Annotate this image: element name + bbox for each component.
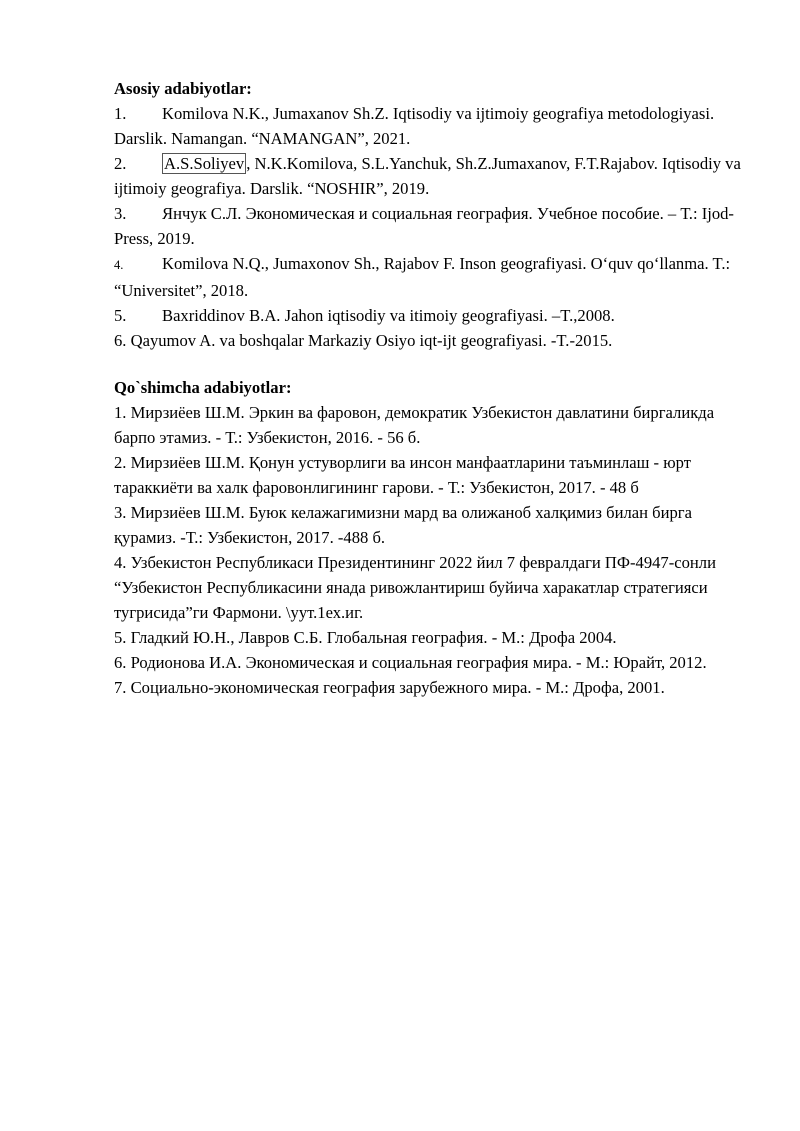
- main-reference-1: [114, 101, 754, 151]
- main-reference-3: [114, 201, 754, 251]
- additional-reference-7: 7. Социально-экономическая география зарубежного мира. - М.: Дрофа, 2001.: [114, 678, 665, 697]
- reference-number: 4.: [114, 258, 124, 272]
- reference-text: , N.K.Komilova, S.L.Yanchuk, Sh.Z.Jumaxanov, F.T.Rajabov. Iqtisodiy va ijtimoiy geografiya. Darslik. “NOSHIR”, 2019.: [114, 154, 741, 198]
- reference-number: 1.: [114, 104, 127, 123]
- reference-text: Komilova N.Q., Jumaxonov Sh., Rajabov F. Inson geografiyasi. O‘quv qo‘llanma. T.: “Universitet”, 2018.: [114, 254, 731, 300]
- main-reference-4: [114, 251, 754, 303]
- main-reference-2: [114, 151, 754, 201]
- additional-reference-6: 6. Родионова И.А. Экономическая и социальная география мира. - М.: Юрайт, 2012.: [114, 653, 707, 672]
- main-literature-heading: Asosiy adabiyotlar:: [114, 79, 252, 98]
- reference-text: Янчук С.Л. Экономическая и социальная география. Учебное пособие. – Т.: Ijod-Press, 2019.: [114, 204, 734, 248]
- additional-reference-2: 2. Мирзиёев Ш.М. Қонун устуворлиги ва инсон манфаатларини таъминлаш - юрт тараккиёти ва халк фаровонлигининг гарови. - Т.: Узбекистон, 2017. - 48 б: [114, 453, 691, 497]
- main-reference-5: [114, 303, 754, 328]
- reference-number: 5.: [114, 306, 127, 325]
- main-reference-6: 6. Qayumov A. va boshqalar Markaziy Osiyo iqt-ijt geografiyasi. -T.-2015.: [114, 331, 613, 350]
- reference-number: 2.: [114, 154, 127, 173]
- additional-literature-heading: Qo`shimcha adabiyotlar:: [114, 378, 292, 397]
- highlighted-author[interactable]: A.S.Soliyev: [164, 154, 245, 173]
- additional-reference-4: 4. Узбекистон Республикаси Президентининг 2022 йил 7 февралдаги ПФ-4947-сонли “Узбекистон Республикасини янада ривожлантириш буйича харакатлар стратегияси тугрисида”ги Фармони. \уут.1ех.иг.: [114, 553, 716, 622]
- reference-text: Komilova N.K., Jumaxanov Sh.Z. Iqtisodiy va ijtimoiy geografiya metodologiyasi. Darslik. Namangan. “NAMANGAN”, 2021.: [114, 104, 715, 148]
- reference-number: 3.: [114, 204, 127, 223]
- additional-reference-1: 1. Мирзиёев Ш.М. Эркин ва фаровон, демократик Узбекистон давлатини биргаликда барпо этамиз. - Т.: Узбекистон, 2016. - 56 б.: [114, 403, 715, 447]
- additional-reference-5: 5. Гладкий Ю.Н., Лавров С.Б. Глобальная география. - М.: Дрофа 2004.: [114, 628, 617, 647]
- section-spacer: [114, 353, 754, 375]
- additional-reference-3: 3. Мирзиёев Ш.М. Буюк келажагимизни мард ва олижаноб халқимиз билан бирга қурамиз. -Т.: Узбекистон, 2017. -488 б.: [114, 503, 692, 547]
- document-page: [114, 76, 754, 700]
- reference-text: Baxriddinov B.A. Jahon iqtisodiy va itimoiy geografiyasi. –T.,2008.: [162, 306, 615, 325]
